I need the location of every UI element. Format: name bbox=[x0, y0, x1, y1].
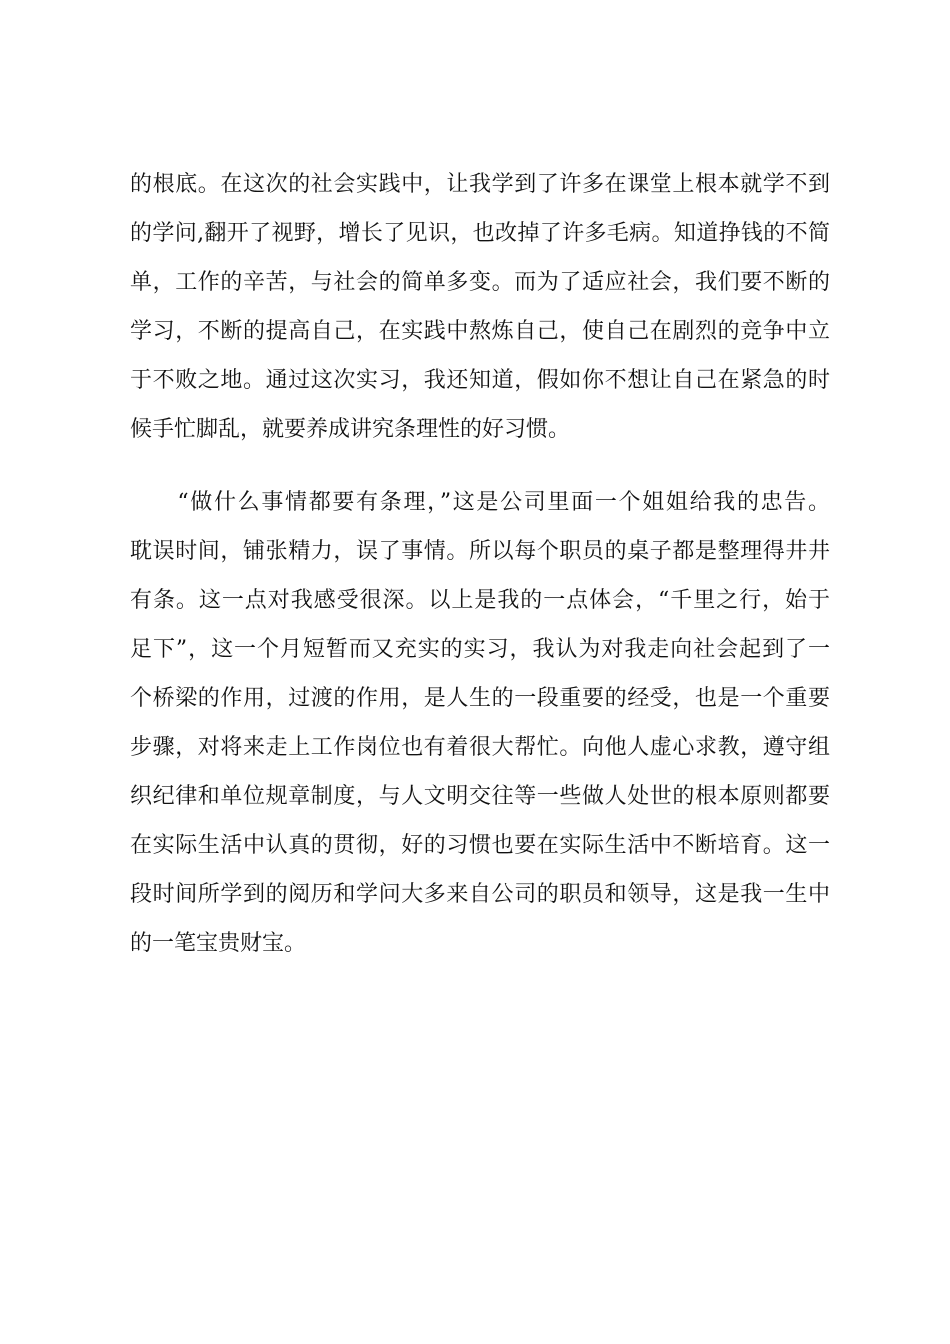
paragraph-2-line: 个桥梁的作用，过渡的作用，是人生的一段重要的经受，也是一个重要 bbox=[130, 686, 830, 711]
paragraph-1-line: 的学问,翻开了视野，增长了见识，也改掉了许多毛病。知道挣钱的不简 bbox=[130, 221, 830, 246]
paragraph-2-line: 有条。这一点对我感受很深。以上是我的一点体会，“千里之行，始于 bbox=[130, 588, 830, 613]
paragraph-2 bbox=[130, 478, 830, 968]
paragraph-1-line: 的根底。在这次的社会实践中，让我学到了许多在课堂上根本就学不到 bbox=[130, 172, 830, 197]
paragraph-2-line: 在实际生活中认真的贯彻，好的习惯也要在实际生活中不断培育。这一 bbox=[130, 833, 830, 858]
paragraph-1-line: 学习，不断的提高自己，在实践中熬炼自己，使自己在剧烈的竞争中立 bbox=[130, 319, 830, 344]
paragraph-2-line: 足下”，这一个月短暂而又充实的实习，我认为对我走向社会起到了一 bbox=[130, 637, 830, 662]
paragraph-1-line: 单，工作的辛苦，与社会的简单多变。而为了适应社会，我们要不断的 bbox=[130, 270, 830, 295]
paragraph-2-line: 步骤，对将来走上工作岗位也有着很大帮忙。向他人虚心求教，遵守组 bbox=[130, 735, 830, 760]
paragraph-1-line: 于不败之地。通过这次实习，我还知道，假如你不想让自己在紧急的时 bbox=[130, 368, 830, 393]
paragraph-1-line: 候手忙脚乱，就要养成讲究条理性的好习惯。 bbox=[130, 417, 571, 442]
paragraph-2-line: 耽误时间，铺张精力，误了事情。所以每个职员的桌子都是整理得井井 bbox=[130, 539, 830, 564]
paragraph-1 bbox=[130, 160, 830, 454]
paragraph-2-line: “做什么事情都要有条理，”这是公司里面一个姐姐给我的忠告。 bbox=[130, 490, 830, 515]
paragraph-2-line: 的一笔宝贵财宝。 bbox=[130, 931, 307, 956]
paragraph-2-line: 织纪律和单位规章制度，与人文明交往等一些做人处世的根本原则都要 bbox=[130, 784, 830, 809]
paragraph-2-line: 段时间所学到的阅历和学问大多来自公司的职员和领导，这是我一生中 bbox=[130, 882, 830, 907]
